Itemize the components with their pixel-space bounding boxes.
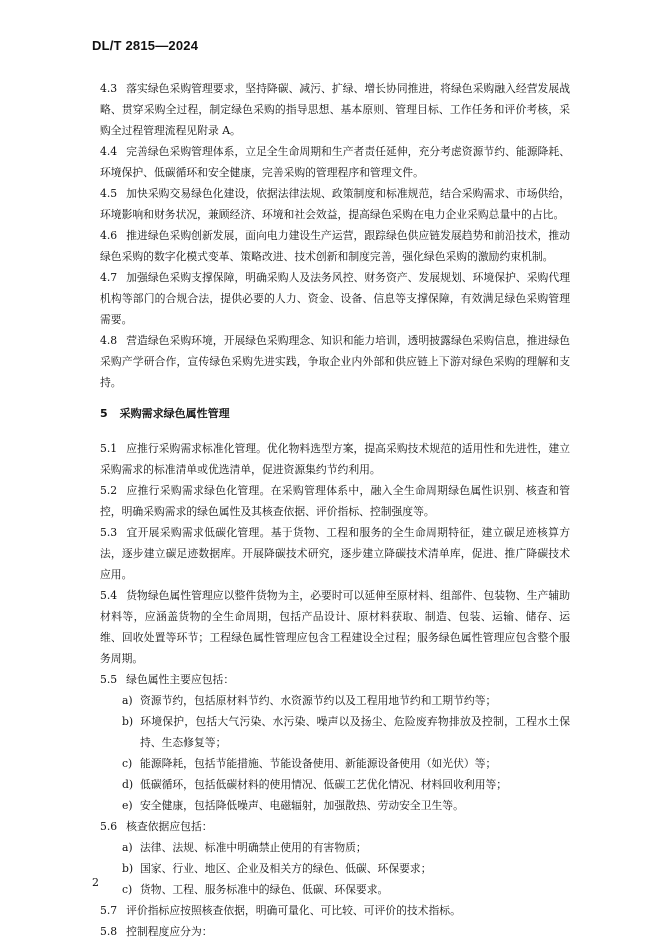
clause-number: 4.6	[100, 229, 118, 242]
clause-5-2	[100, 480, 570, 522]
list-item	[100, 711, 570, 753]
list-text: 环境保护，包括大气污染、水污染、噪声以及扬尘、危险废弃物排放及控制，工程水土保持、生态修复等；	[140, 715, 570, 749]
clause-number: 5.3	[100, 526, 118, 539]
clause-4-3	[100, 78, 570, 141]
clause-text: 完善绿色采购管理体系，立足全生命周期和生产者责任延伸，充分考虑资源节约、能源降耗、环境保护、低碳循环和安全健康，完善采购的管理程序和管理文件。	[100, 145, 570, 179]
page-content	[100, 78, 570, 942]
list-text: 国家、行业、地区、企业及相关方的绿色、低碳、环保要求；	[140, 862, 432, 875]
list-label: b)	[122, 862, 134, 875]
clause-number: 5.1	[100, 442, 118, 455]
clause-text: 绿色属性主要应包括：	[126, 673, 235, 686]
list-text: 能源降耗，包括节能措施、节能设备使用、新能源设备使用（如光伏）等；	[140, 757, 497, 770]
clause-text: 控制程度应分为：	[126, 925, 213, 938]
clause-5-3	[100, 522, 570, 585]
clause-text: 加强绿色采购支撑保障，明确采购人及法务风控、财务资产、发展规划、环境保护、采购代理机构等部门的合规合法，提供必要的人力、资金、设备、信息等支撑保障，有效满足绿色采购管理需要。	[100, 271, 570, 326]
clause-5-6	[100, 816, 570, 837]
clause-text: 落实绿色采购管理要求，坚持降碳、减污、扩绿、增长协同推进，将绿色采购融入经营发展战略、贯穿采购全过程，制定绿色采购的指导思想、基本原则、管理目标、工作任务和评价考核，采购全过程管理流程见附录 A。	[100, 82, 570, 137]
clause-5-8	[100, 921, 570, 942]
list-label: a)	[122, 694, 133, 707]
list-item	[100, 879, 570, 900]
list-text: 法律、法规、标准中明确禁止使用的有害物质；	[140, 841, 367, 854]
clause-4-6	[100, 225, 570, 267]
list-text: 资源节约，包括原材料节约、水资源节约以及工程用地节约和工期节约等；	[140, 694, 497, 707]
clause-number: 5.2	[100, 484, 118, 497]
clause-number: 5.5	[100, 673, 118, 686]
clause-number: 5.7	[100, 904, 118, 917]
clause-number: 5.4	[100, 589, 118, 602]
section-heading-5	[100, 403, 570, 424]
clause-number: 4.5	[100, 187, 118, 200]
list-label: b)	[122, 715, 134, 728]
clause-text: 加快采购交易绿色化建设，依据法律法规、政策制度和标准规范，结合采购需求、市场供给，环境影响和财务状况，兼顾经济、环境和社会效益，提高绿色采购在电力企业采购总量中的占比。	[100, 187, 570, 221]
list-text: 安全健康，包括降低噪声、电磁辐射，加强散热、劳动安全卫生等。	[140, 799, 464, 812]
clause-text: 应推行采购需求绿色化管理。在采购管理体系中，融入全生命周期绿色属性识别、核查和管控，明确采购需求的绿色属性及其核查依据、评价指标、控制强度等。	[100, 484, 570, 518]
clause-number: 4.7	[100, 271, 118, 284]
list-label: d)	[122, 778, 134, 791]
list-item	[100, 837, 570, 858]
clause-number: 5.6	[100, 820, 118, 833]
clause-5-7	[100, 900, 570, 921]
list-label: c)	[122, 757, 133, 770]
clause-text: 推进绿色采购创新发展，面向电力建设生产运营，跟踪绿色供应链发展趋势和前沿技术，推动绿色采购的数字化模式变革、策略改进、技术创新和制度完善，强化绿色采购的激励约束机制。	[100, 229, 570, 263]
list-text: 货物、工程、服务标准中的绿色、低碳、环保要求。	[140, 883, 389, 896]
list-item	[100, 690, 570, 711]
clause-number: 5.8	[100, 925, 118, 938]
clause-5-1	[100, 438, 570, 480]
list-item	[100, 795, 570, 816]
list-item	[100, 753, 570, 774]
clause-5-5	[100, 669, 570, 690]
clause-text: 应推行采购需求标准化管理。优化物料选型方案，提高采购技术规范的适用性和先进性，建立采购需求的标准清单或优选清单，促进资源集约节约利用。	[100, 442, 570, 476]
clause-text: 评价指标应按照核查依据，明确可量化、可比较、可评价的技术指标。	[126, 904, 461, 917]
clause-text: 营造绿色采购环境，开展绿色采购理念、知识和能力培训，透明披露绿色采购信息，推进绿色采购产学研合作，宣传绿色采购先进实践，争取企业内外部和供应链上下游对绿色采购的理解和支持。	[100, 334, 570, 389]
list-item	[100, 858, 570, 879]
list-label: e)	[122, 799, 133, 812]
clause-text: 核查依据应包括：	[126, 820, 213, 833]
clause-4-7	[100, 267, 570, 330]
page-number: 2	[92, 876, 99, 889]
clause-number: 4.4	[100, 145, 118, 158]
document-code-header: DL/T 2815—2024	[92, 38, 199, 53]
clause-text: 货物绿色属性管理应以整件货物为主，必要时可以延伸至原材料、组部件、包装物、生产辅助材料等，应涵盖货物的全生命周期，包括产品设计、原材料获取、制造、包装、运输、储存、运维、回收处置等环节；工程绿色属性管理应包含工程建设全过程；服务绿色属性管理应包含整个服务周期。	[100, 589, 570, 665]
section-number: 5	[100, 407, 108, 420]
clause-4-4	[100, 141, 570, 183]
section-title: 采购需求绿色属性管理	[119, 407, 230, 420]
list-item	[100, 774, 570, 795]
clause-text: 宜开展采购需求低碳化管理。基于货物、工程和服务的全生命周期特征，建立碳足迹核算方法，逐步建立碳足迹数据库。开展降碳技术研究，逐步建立降碳技术清单库，促进、推广降碳技术应用。	[100, 526, 570, 581]
clause-4-8	[100, 330, 570, 393]
list-label: a)	[122, 841, 133, 854]
list-text: 低碳循环，包括低碳材料的使用情况、低碳工艺优化情况、材料回收利用等；	[140, 778, 508, 791]
list-label: c)	[122, 883, 133, 896]
clause-4-5	[100, 183, 570, 225]
clause-5-4	[100, 585, 570, 669]
clause-number: 4.8	[100, 334, 118, 347]
clause-number: 4.3	[100, 82, 118, 95]
